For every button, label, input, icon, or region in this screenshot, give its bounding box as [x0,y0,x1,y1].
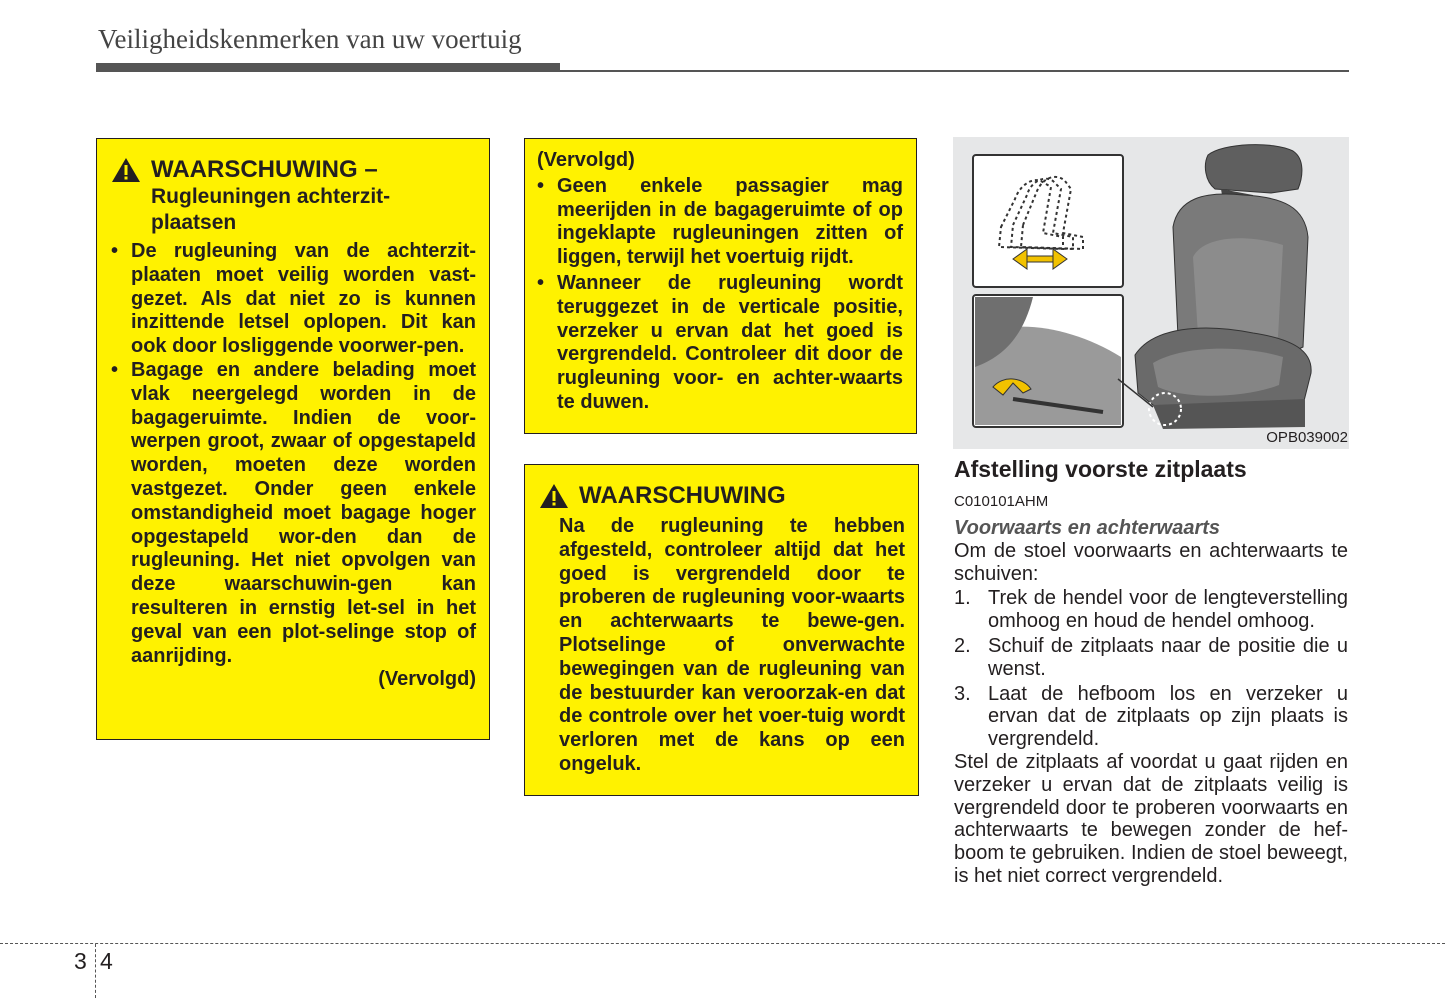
warning-title-line2: Rugleuningen achterzit- [151,185,391,208]
warning-bullet: • Wanneer de rugleuning wordt teruggezet in de verticale positie, verzeker u ervan dat het goed is vergrendeld. Controleer dit door de rugleuning voor- en achter-waarts te duwen. [537,272,903,415]
section-code: C010101AHM [954,493,1049,510]
header-rule-thin [96,70,1349,72]
step-number: 3. [954,682,971,705]
footer-rule [0,943,1445,944]
page-header-title: Veiligheidskenmerken van uw voertuig [98,24,522,54]
figure-code: OPB039002 [1266,429,1348,446]
warning-box-continued [524,138,917,434]
step-number: 1. [954,587,971,610]
step-item [954,683,1348,751]
warning-triangle-icon [539,483,569,515]
step-item [954,635,1348,681]
step-text: Schuif de zitplaats naar de positie die u wenst. [988,634,1348,680]
continued-label: (Vervolgd) [537,149,635,171]
warning-heading [111,157,476,183]
step-item [954,587,1348,633]
section-intro: Om de stoel voorwaarts en achterwaarts te schuiven: [954,539,1348,585]
page-number: 4 [100,948,113,974]
warning-bullet: • Geen enkele passagier mag meerijden in de bagageruimte of op ingeklapte rugleuningen zitten of liggen, terwijl het voertuig rijdt. [537,175,903,270]
chapter-number: 3 [74,948,87,974]
warning-title-line1: WAARSCHUWING – [151,156,378,183]
warning-title: WAARSCHUWING [579,482,786,509]
seat-adjustment-figure [953,137,1349,449]
section-subtitle: Voorwaarts en achterwaarts [954,517,1221,539]
warning-title-line3: plaatsen [151,211,237,234]
warning-box-rear-seatbacks [96,138,490,740]
warning-body: Na de rugleuning te hebben afgesteld, controleer altijd dat het goed is vergrendeld door te proberen de rugleuning voor-waarts en achterwaarts te bewe-gen. Plotselinge of onverwachte bewegingen van de rugleuning van de bestuurder kan veroorzak-en dat de controle over het voer-tuig wordt verloren met de kans op een ongeluk. [559,515,905,775]
step-text: Laat de hefboom los en verzeker u ervan dat de zitplaats op zijn plaats is vergrendeld. [988,682,1348,751]
step-number: 2. [954,634,971,657]
seat-adjustment-section [954,455,1348,888]
warning-bullet: • De rugleuning van de achterzit-plaaten moet veilig worden vast-gezet. Als dat niet zo is kunnen inzittende letsel oplopen. Dit kan ook door losliggende voorwer-pen. [111,240,476,359]
warning-box-seatback-lock [524,464,919,796]
warning-bullet: • Bagage en andere belading moet vlak neergelegd worden in de bagageruimte. Indien de voor-werpen groot, zwaar of opgestapeld worden, moeten deze worden vastgezet. Onder geen enkele omstandigheid moet bagage hoger opgestapeld wor-den dan de rugleuning. Het niet opvolgen van deze waarschuwin-gen kan resulteren in ernstig let-sel in het geval van een plot-selinge stop of aanrijding. [111,359,476,668]
section-outro: Stel de zitplaats af voordat u gaat rijden en verzeker u ervan dat de zitplaats veilig is vergrendeld door te proberen voorwaarts en achterwaarts te bewegen zonder de hef-boom te gebruiken. Indien de stoel beweegt, is het niet correct vergrendeld. [954,750,1348,887]
section-title: Afstelling voorste zitplaats [954,456,1247,482]
warning-heading [539,483,905,509]
step-text: Trek de hendel voor de lengteverstelling omhoog en houd de hendel omhoog. [988,587,1348,633]
continued-label: (Vervolgd) [378,668,476,691]
page-number-separator [95,944,96,998]
